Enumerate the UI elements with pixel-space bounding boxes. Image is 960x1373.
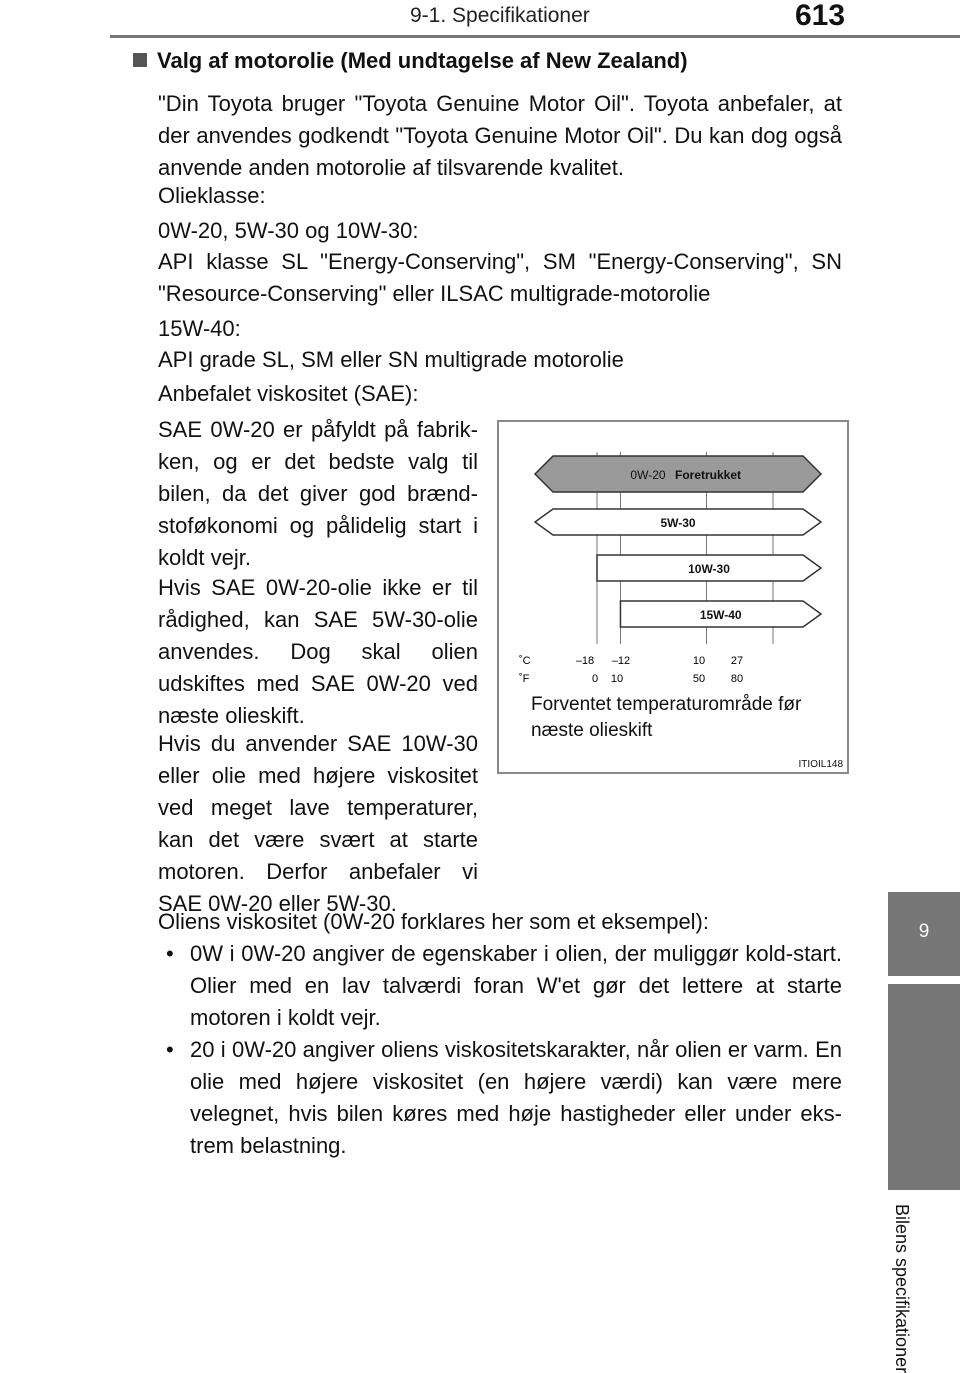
tick-c: 10: [692, 655, 706, 667]
viscosity-chart: [497, 420, 849, 774]
bullet-item-2: [158, 1034, 842, 1162]
range-label-15w-40: 15W-40: [699, 608, 742, 622]
preferred-label: Foretrukket: [674, 468, 742, 482]
grade2-title: 15W-40:: [158, 316, 241, 341]
tick-f: 0: [591, 673, 599, 685]
range-label-0w-20: 0W-20: [630, 468, 666, 482]
grade1-title: 0W-20, 5W-30 og 10W-30:: [158, 218, 419, 243]
tick-f: 10: [610, 673, 624, 685]
bullet-dot: •: [166, 941, 174, 966]
bullet-item-1: [158, 938, 842, 1034]
tick-f: 50: [692, 673, 706, 685]
page-number: 613: [795, 0, 846, 32]
section-heading-text: Valg af motorolie (Med undtagelse af New Zealand): [157, 48, 688, 73]
column-paragraph-2: Hvis SAE 0W-20-olie ikke er til rådighed, kan SAE 5W-30-olie anvendes. Dog skal olien udskiftes med SAE 0W-20 ved næste olieskift.: [158, 575, 478, 728]
column-paragraph-3: Hvis du anvender SAE 10W-30 eller olie med højere viskositet ved meget lave temperaturer, kan det være svært at starte motoren. Derfor anbefaler vi SAE 0W-20 eller 5W-30.: [158, 731, 478, 916]
tick-c: –18: [575, 655, 595, 667]
bullet-text-1: 0W i 0W-20 angiver de egenskaber i olien, der muliggør kold-start. Olier med en lav talværdi foran W'et gør det lettere at starte motoren i koldt vejr.: [190, 941, 842, 1030]
viscosity-label: Anbefalet viskositet (SAE):: [158, 381, 419, 406]
section-title: 9-1. Specifikationer: [410, 4, 590, 27]
tick-f: 80: [730, 673, 744, 685]
chapter-tab-number: 9: [888, 892, 960, 976]
grade2-text: API grade SL, SM eller SN multigrade motorolie: [158, 347, 624, 372]
grade1-text: API klasse SL "Energy-Conserving", SM "Energy-Conserving", SN "Resource-Conserving" eller ILSAC multigrade-motorolie: [158, 249, 842, 306]
chart-caption: Forventet temperaturområde før næste olieskift: [531, 694, 802, 741]
chapter-tab: [888, 984, 960, 1190]
figure-code: ITIOIL148: [798, 759, 843, 770]
intro-paragraph: "Din Toyota bruger "Toyota Genuine Motor Oil". Toyota anbefaler, at der anvendes godkendt "Toyota Genuine Motor Oil". Du kan dog også anvende anden motorolie af tilsvarende kvalitet.: [158, 91, 842, 180]
oil-class-label: Olieklasse:: [158, 183, 266, 208]
section-heading: [133, 48, 688, 74]
bullet-dot: •: [166, 1037, 174, 1062]
axis-unit-c: ˚C: [519, 655, 531, 667]
square-bullet-icon: [133, 53, 147, 67]
header-rule: [110, 35, 960, 38]
column-paragraph-1: SAE 0W-20 er påfyldt på fabrik-ken, og er det bedste valg til bilen, da det giver god brænd-stoføkonomi og pålidelig start i koldt vejr.: [158, 417, 478, 570]
bullet-text-2: 20 i 0W-20 angiver oliens viskositetskarakter, når olien er varm. En olie med højere viskositet (en højere værdi) kan være mere velegnet, hvis bilen køres med høje hastigheder eller under eks-trem belastning.: [190, 1037, 842, 1158]
axis-unit-f: ˚F: [519, 673, 530, 685]
tick-c: 27: [730, 655, 744, 667]
chapter-tab-title: Bilens specifikationer: [892, 1204, 912, 1373]
range-label-5w-30: 5W-30: [660, 516, 696, 530]
viscosity-explanation: Oliens viskositet (0W-20 forklares her som et eksempel):: [158, 909, 709, 934]
range-label-10w-30: 10W-30: [688, 562, 730, 576]
tick-c: –12: [611, 655, 631, 667]
